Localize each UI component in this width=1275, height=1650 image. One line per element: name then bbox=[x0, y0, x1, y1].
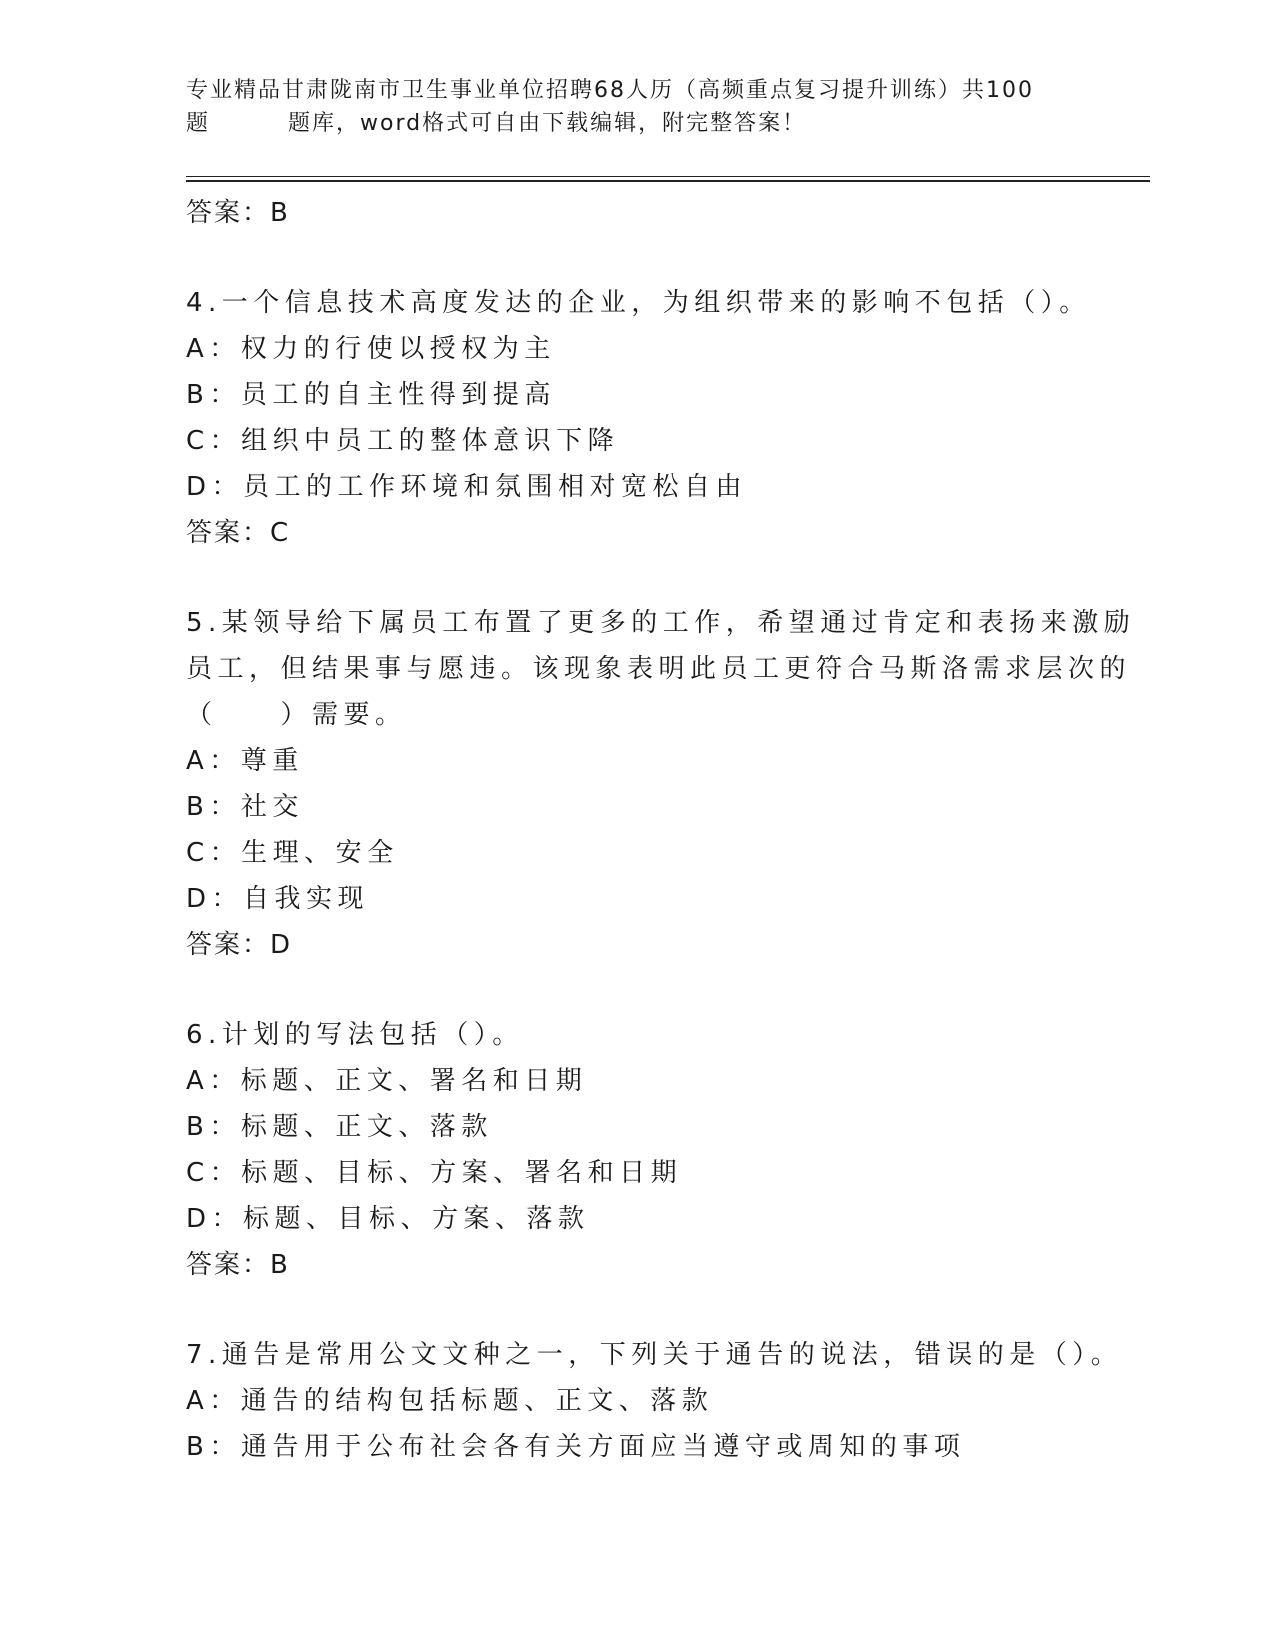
question-5 bbox=[186, 600, 1146, 968]
option-b: B：社交 bbox=[186, 792, 304, 822]
question-stem: 5.某领导给下属员工布置了更多的工作，希望通过肯定和表扬来激励 bbox=[186, 608, 1136, 638]
header-divider bbox=[186, 176, 1150, 182]
document-body bbox=[186, 190, 1146, 1470]
header-line2-start: 题 bbox=[186, 111, 211, 136]
question-7 bbox=[186, 1332, 1146, 1470]
question-4 bbox=[186, 280, 1146, 556]
answer: 答案：B bbox=[186, 1250, 290, 1280]
option-b: B：通告用于公布社会各有关方面应当遵守或周知的事项 bbox=[186, 1432, 966, 1462]
option-a: A：标题、正文、署名和日期 bbox=[186, 1066, 588, 1096]
option-b: B：标题、正文、落款 bbox=[186, 1112, 493, 1142]
option-d: D：员工的工作环境和氛围相对宽松自由 bbox=[186, 472, 748, 502]
header-title-line-2 bbox=[186, 107, 1086, 140]
answer: 答案：C bbox=[186, 518, 291, 548]
header-title-line-1: 专业精品甘肃陇南市卫生事业单位招聘68人历（高频重点复习提升训练）共100 bbox=[186, 78, 1034, 103]
previous-answer: 答案：B bbox=[186, 198, 290, 228]
header-line2-rest: 题库，word格式可自由下载编辑，附完整答案！ bbox=[288, 111, 807, 136]
option-d: D：标题、目标、方案、落款 bbox=[186, 1204, 590, 1234]
question-6 bbox=[186, 1012, 1146, 1288]
option-d: D：自我实现 bbox=[186, 884, 370, 914]
option-a: A：尊重 bbox=[186, 746, 304, 776]
option-c: C：生理、安全 bbox=[186, 838, 399, 868]
question-stem: 员工，但结果事与愿违。该现象表明此员工更符合马斯洛需求层次的 bbox=[186, 654, 1132, 684]
question-stem: 6.计划的写法包括（）。 bbox=[186, 1020, 524, 1050]
question-stem: 7.通告是常用公文文种之一，下列关于通告的说法，错误的是（）。 bbox=[186, 1340, 1123, 1370]
option-a: A：权力的行使以授权为主 bbox=[186, 334, 556, 364]
answer: 答案：D bbox=[186, 930, 293, 960]
question-stem: 4.一个信息技术高度发达的企业，为组织带来的影响不包括（）。 bbox=[186, 288, 1091, 318]
page-header bbox=[186, 74, 1086, 140]
option-b: B：员工的自主性得到提高 bbox=[186, 380, 556, 410]
question-stem: （ ）需要。 bbox=[186, 700, 407, 730]
option-c: C：标题、目标、方案、署名和日期 bbox=[186, 1158, 683, 1188]
option-a: A：通告的结构包括标题、正文、落款 bbox=[186, 1386, 714, 1416]
option-c: C：组织中员工的整体意识下降 bbox=[186, 426, 620, 456]
